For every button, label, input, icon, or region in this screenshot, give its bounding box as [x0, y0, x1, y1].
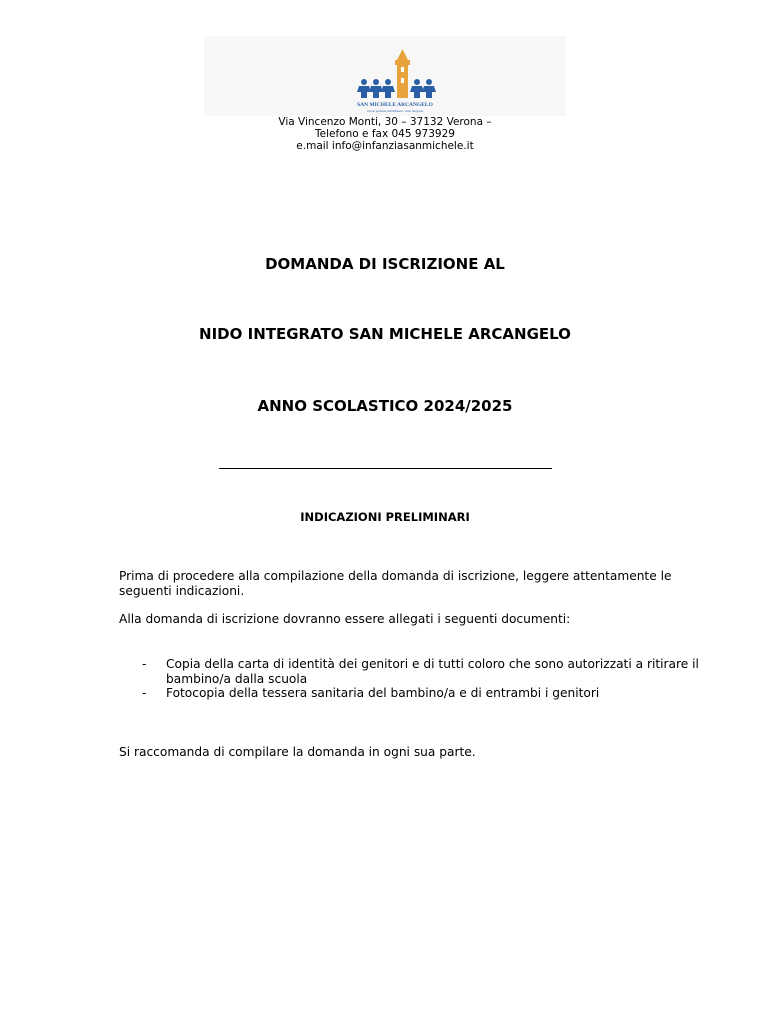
- logo-tagline-text: scuola paritaria dell'infanzia - nido integrato: [366, 109, 424, 113]
- email-line: e.mail info@infanziasanmichele.it: [296, 140, 474, 152]
- logo-banner: [204, 36, 566, 116]
- required-documents-list: [119, 657, 709, 701]
- intro-paragraph: Prima di procedere alla compilazione della domanda di iscrizione, leggere attentamente le seguenti indicazioni.: [119, 569, 672, 598]
- document-title-line-1: DOMANDA DI ISCRIZIONE AL: [265, 255, 505, 273]
- phone-line: Telefono e fax 045 973929: [315, 128, 455, 140]
- address-line: Via Vincenzo Monti, 30 – 37132 Verona –: [278, 116, 492, 128]
- bell-tower-icon: [395, 49, 410, 98]
- list-item-text: Fotocopia della tessera sanitaria del bambino/a e di entrambi i genitori: [166, 686, 600, 700]
- title-separator-line: [219, 468, 552, 469]
- bullet-dash: -: [142, 686, 147, 700]
- school-logo: [204, 36, 566, 116]
- list-item: [119, 686, 709, 701]
- list-item-text: Copia della carta di identità dei genitori e di tutti coloro che sono autorizzati a ritirare il bambino/a dalla scuola: [166, 657, 699, 686]
- logo-name-text: SAN MICHELE ARCANGELO: [357, 102, 433, 108]
- list-item: [119, 657, 709, 686]
- bullet-dash: -: [142, 657, 147, 671]
- document-title-line-3: ANNO SCOLASTICO 2024/2025: [257, 397, 513, 415]
- school-contact-info: [0, 116, 770, 152]
- closing-paragraph: Si raccomanda di compilare la domanda in ogni sua parte.: [119, 745, 476, 759]
- children-figures-icon: [357, 79, 436, 98]
- document-title-line-2: NIDO INTEGRATO SAN MICHELE ARCANGELO: [199, 325, 571, 343]
- section-heading: INDICAZIONI PRELIMINARI: [300, 510, 470, 524]
- documents-intro-paragraph: Alla domanda di iscrizione dovranno essere allegati i seguenti documenti:: [119, 612, 571, 626]
